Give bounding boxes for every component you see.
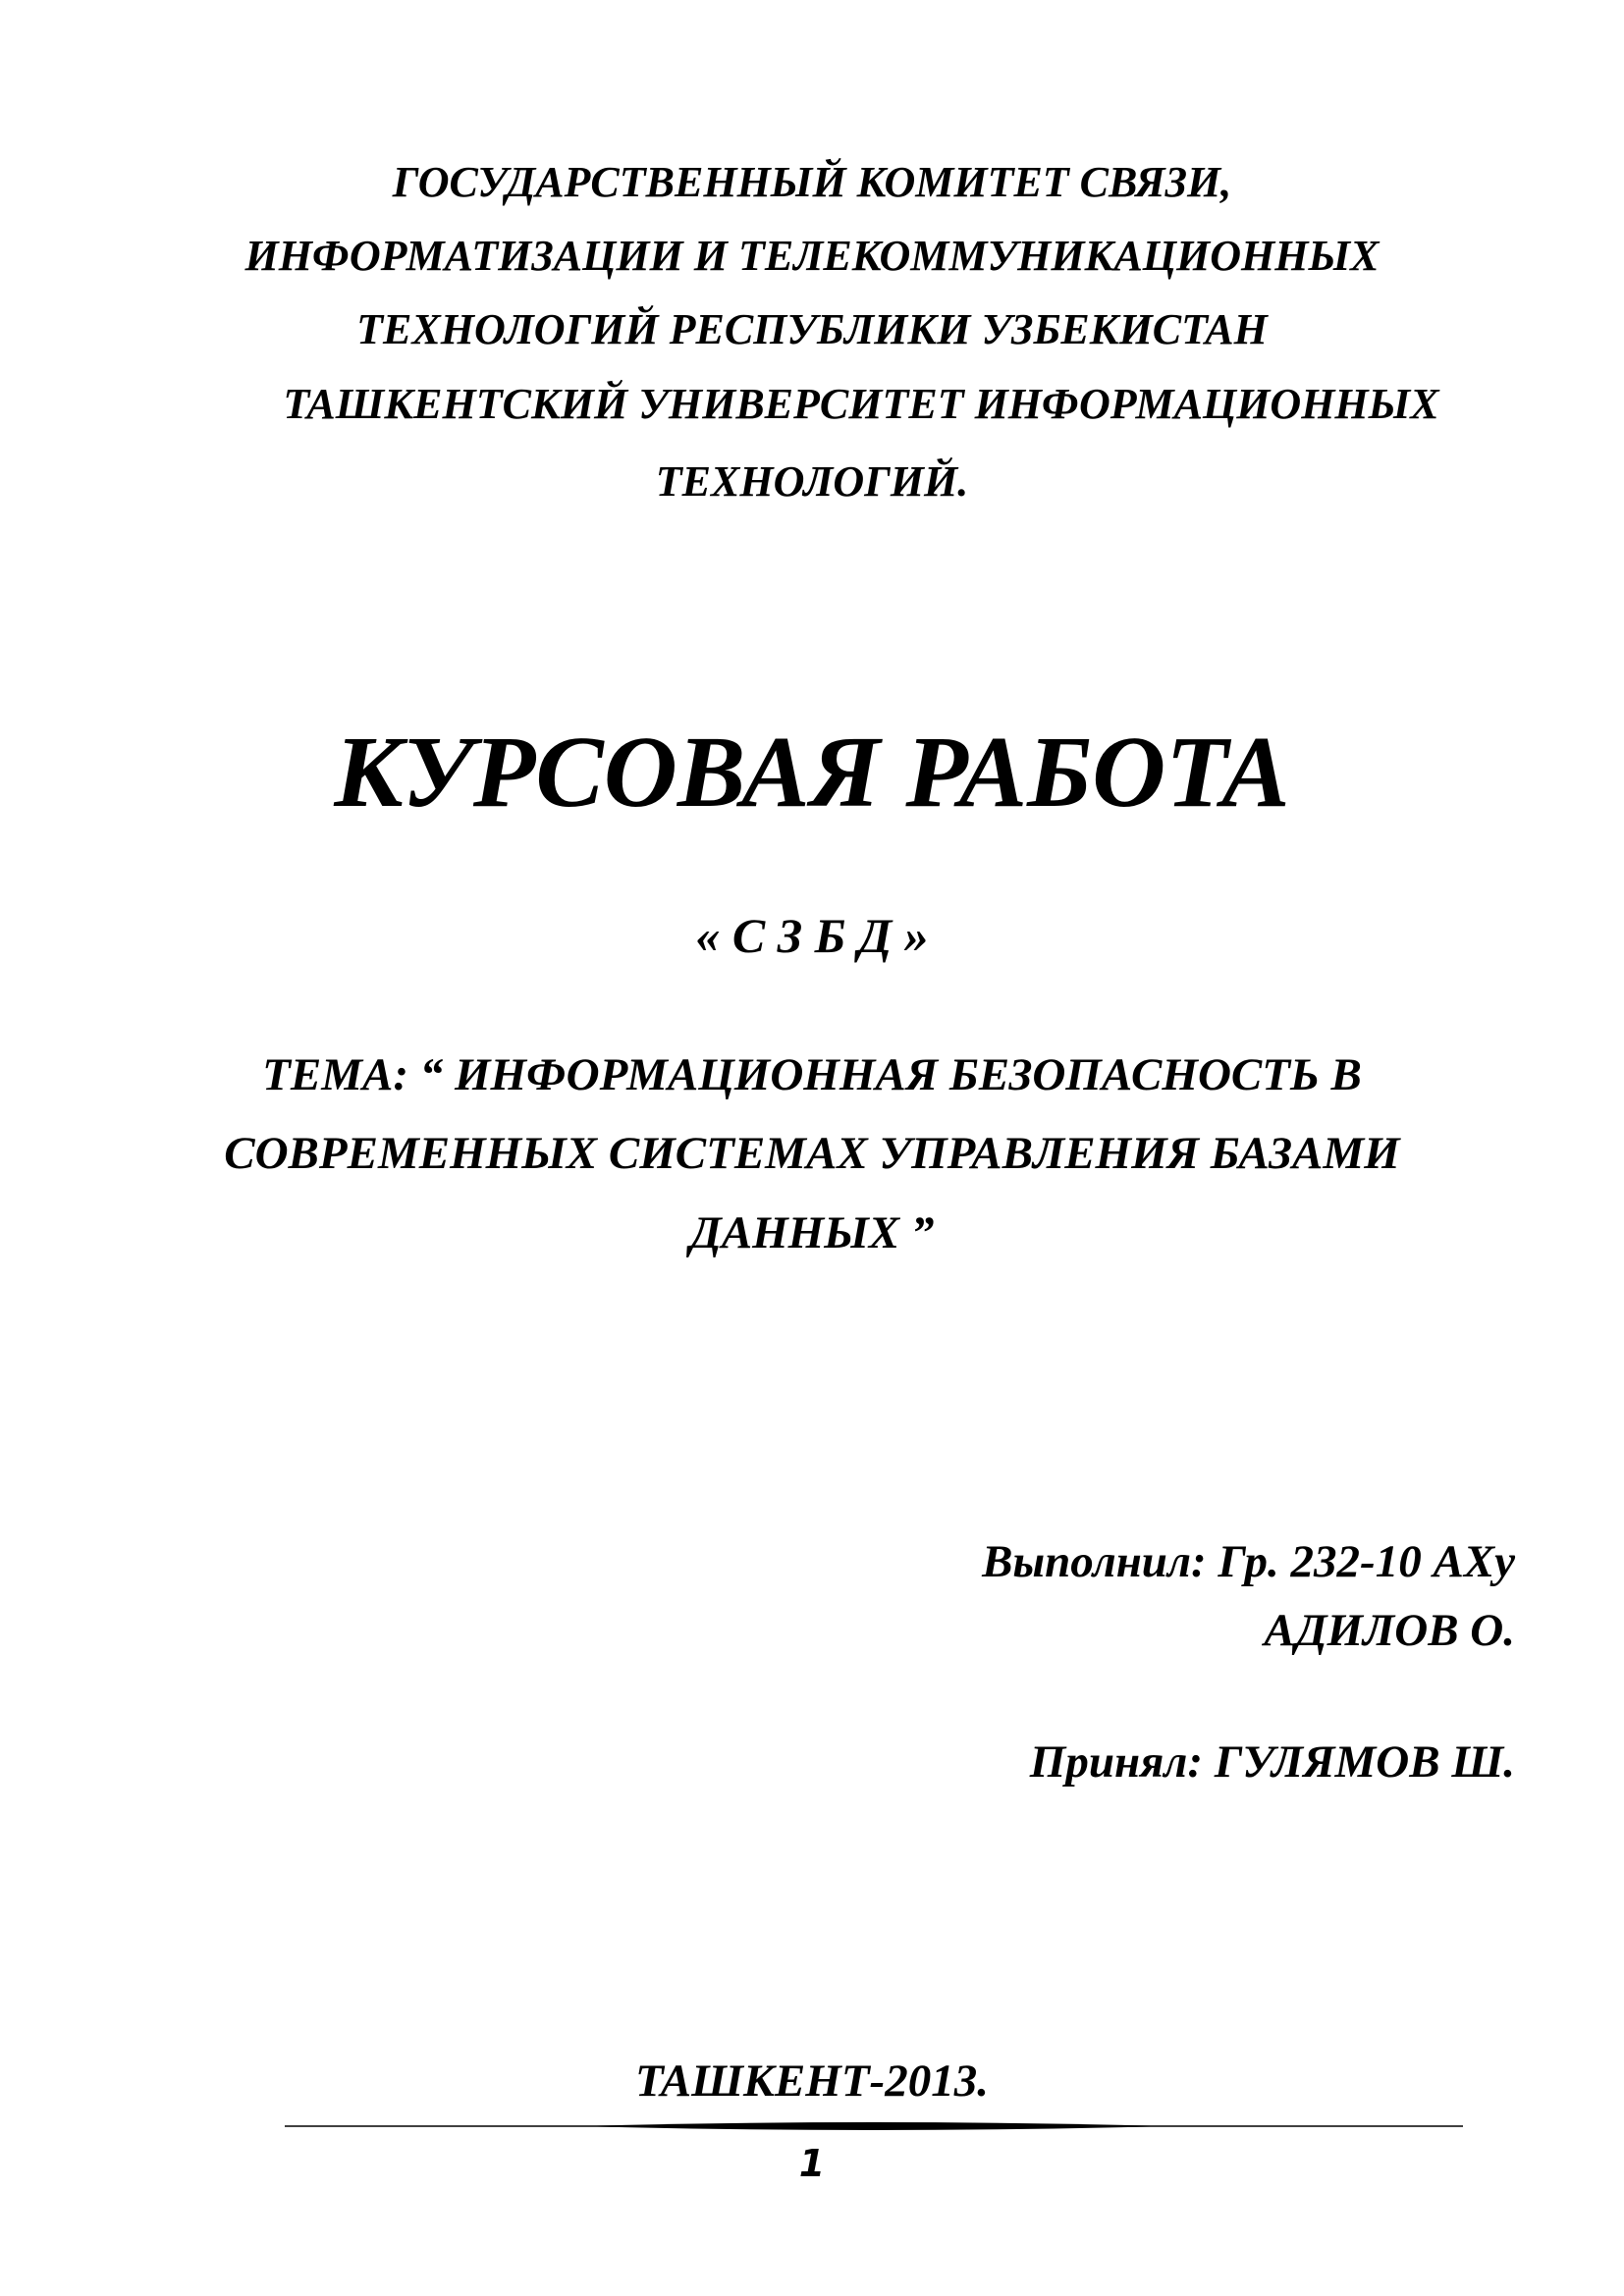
header-line-1: ГОСУДАРСТВЕННЫЙ КОМИТЕТ СВЯЗИ,: [392, 158, 1232, 206]
author-name: АДИЛОВ О.: [1264, 1605, 1515, 1656]
document-title: КУРСОВАЯ РАБОТА: [334, 716, 1290, 828]
performed-by: Выполнил: Гр. 232-10 АХу: [982, 1536, 1515, 1587]
header-line-4: ТАШКЕНТСКИЙ УНИВЕРСИТЕТ ИНФОРМАЦИОННЫХ: [283, 380, 1439, 428]
header-line-2: ИНФОРМАТИЗАЦИИ И ТЕЛЕКОММУНИКАЦИОННЫХ: [244, 232, 1380, 280]
footer-rule: [285, 2119, 1463, 2133]
city-year: ТАШКЕНТ-2013.: [635, 2056, 989, 2107]
topic-line-3: ДАННЫХ ”: [689, 1207, 935, 1258]
header-line-3: ТЕХНОЛОГИЙ РЕСПУБЛИКИ УЗБЕКИСТАН: [356, 305, 1268, 353]
topic-line-2: СОВРЕМЕННЫХ СИСТЕМАХ УПРАВЛЕНИЯ БАЗАМИ: [224, 1128, 1400, 1179]
page-number: 1: [798, 2142, 826, 2185]
header-line-5: ТЕХНОЛОГИЙ.: [655, 457, 969, 506]
course-subject: « С З Б Д »: [695, 908, 929, 963]
topic-line-1: ТЕМА: “ ИНФОРМАЦИОННАЯ БЕЗОПАСНОСТЬ В: [262, 1049, 1362, 1100]
reviewer: Принял: ГУЛЯМОВ Ш.: [1029, 1736, 1515, 1788]
